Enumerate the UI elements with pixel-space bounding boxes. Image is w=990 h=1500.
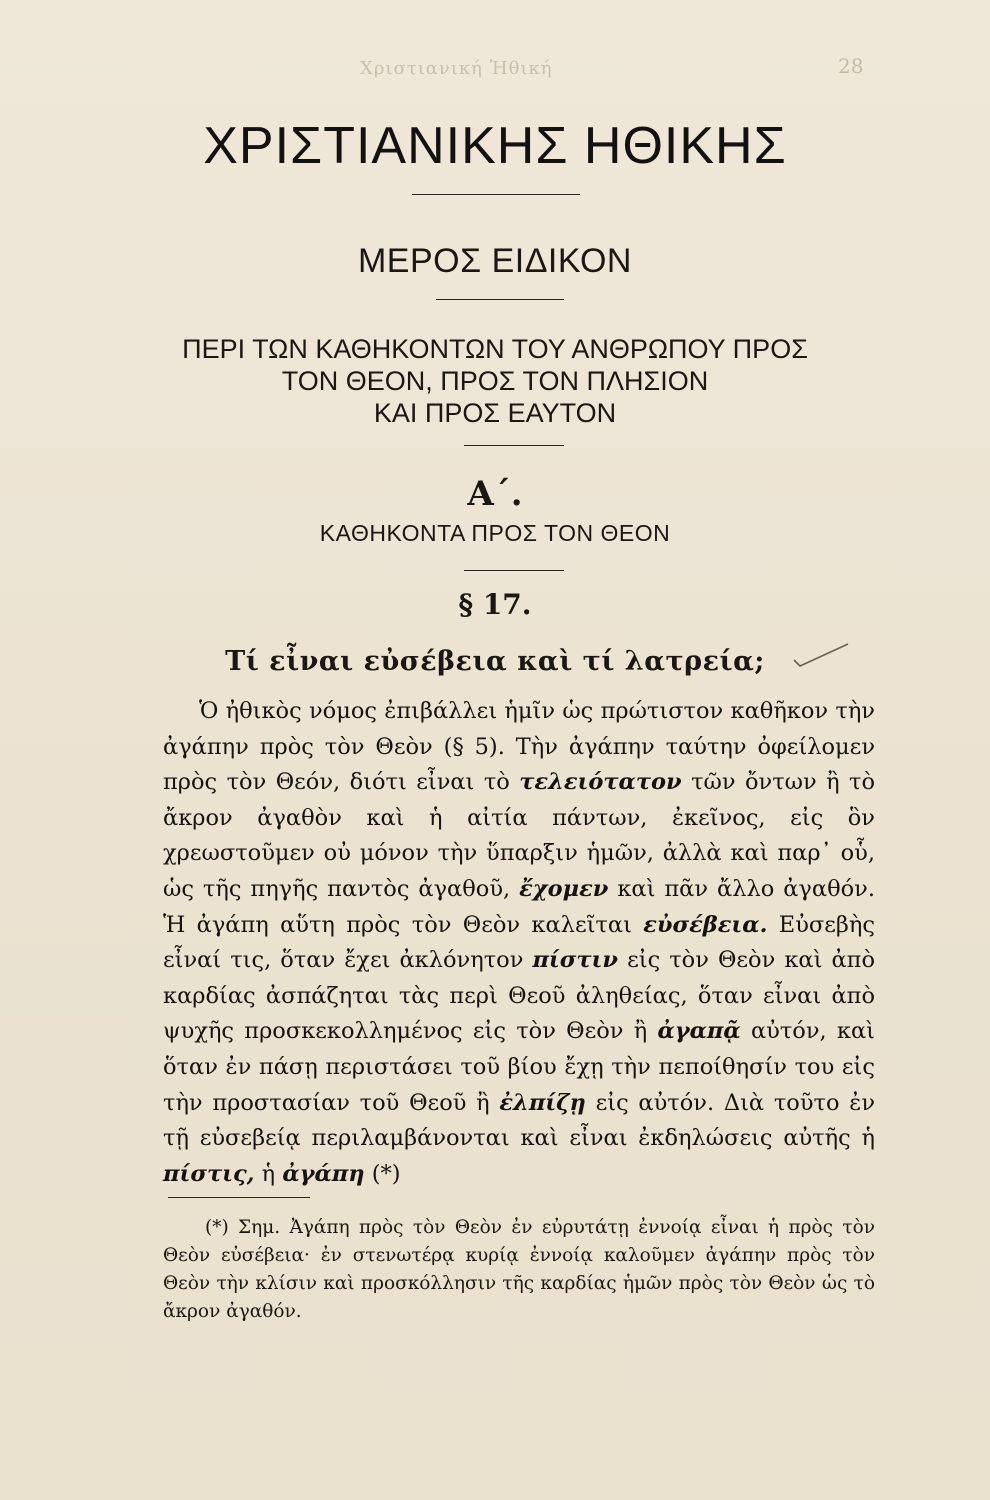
duties-heading-line: ΠΕΡΙ ΤΩΝ ΚΑΘΗΚΟΝΤΩΝ ΤΟΥ ΑΝΘΡΩΠΟΥ ΠΡΟΣ bbox=[182, 334, 808, 364]
body-text: ἡ bbox=[254, 1160, 283, 1187]
emphasis-word: ἐλπίζῃ bbox=[499, 1089, 586, 1116]
body-text: εἰς τὸν Θεὸν καὶ ἀπὸ καρδίας ἀσπάζηται τὰς περὶ Θεοῦ ἀληθείας, ὅταν εἶναι ἀπὸ ψυχῆς προσκεκολλημένος εἰς τὸν Θεὸν ἢ bbox=[163, 947, 875, 1045]
footnote: (*) Σημ. Ἀγάπη πρὸς τὸν Θεὸν ἐν εὐρυτάτῃ ἐννοίᾳ εἶναι ἡ πρὸς τὸν Θεὸν εὐσέβεια· ἐν στενωτέρᾳ κυρίᾳ ἐννοίᾳ καλοῦμεν ἀγάπην πρὸς τὸν Θεὸν τὴν κλίσιν καὶ προσκόλλησιν τῆς καρδίας ἡμῶν πρὸς τὸν Θεὸν ὡς τὸ ἄκρον ἀγαθόν. bbox=[163, 1217, 875, 1322]
divider-rule bbox=[464, 570, 564, 571]
emphasis-word: ἔχομεν bbox=[519, 875, 609, 902]
emphasis-word: ἀγαπᾷ bbox=[657, 1018, 741, 1045]
body-text: (*) bbox=[364, 1160, 401, 1187]
chapter-title: ΚΑΘΗΚΟΝΤΑ ΠΡΟΣ ΤΟΝ ΘΕΟΝ bbox=[319, 520, 671, 546]
emphasis-word: εὐσέβεια. bbox=[643, 911, 768, 938]
paragraph-number: § 17. bbox=[458, 588, 532, 621]
section-question: Τί εἶναι εὐσέβεια καὶ τί λατρεία; bbox=[225, 646, 765, 677]
duties-heading-line: ΤΟΝ ΘΕΟΝ, ΠΡΟΣ ΤΟΝ ΠΛΗΣΙΟΝ bbox=[281, 366, 709, 396]
body-text: τῶν ὄντων ἢ τὸ ἄκρον ἀγαθὸν καὶ ἡ αἰτία πάντων, ἐκεῖνος, εἰς ὃν χρεωστοῦμεν οὐ μόνον τὴν ὕπαρξιν ἡμῶν, ἀλλὰ καὶ παρ᾿ οὗ, ὡς τῆς πηγῆς παντὸς ἀγαθοῦ, bbox=[163, 769, 875, 902]
footnote-rule bbox=[168, 1197, 310, 1198]
body-text: καὶ πᾶν ἄλλο ἀγαθόν. Ἡ ἀγάπη αὕτη πρὸς τὸν Θεὸν καλεῖται bbox=[163, 875, 875, 938]
main-title: ΧΡΙΣΤΙΑΝΙΚΗΣ ΗΘΙΚΗΣ bbox=[203, 117, 787, 175]
duties-heading-line: ΚΑΙ ΠΡΟΣ ΕΑΥΤΟΝ bbox=[373, 398, 617, 428]
bleed-through-running-head: Χριστιανική Ἠθική bbox=[360, 58, 553, 79]
chapter-number: Α΄. bbox=[467, 474, 523, 514]
divider-rule bbox=[436, 299, 564, 300]
duties-heading bbox=[0, 333, 990, 429]
body-text: αὐτόν, καὶ ὅταν ἐν πάσῃ περιστάσει τοῦ βίου ἔχῃ τὴν πεποίθησίν του εἰς τὴν προστασίαν τοῦ Θεοῦ ἢ bbox=[163, 1018, 875, 1116]
body-text: εἰς αὐτόν. Διὰ τοῦτο ἐν τῇ εὐσεβείᾳ περιλαμβάνονται καὶ εἶναι ἐκδηλώσεις αὐτῆς ἡ bbox=[163, 1089, 875, 1152]
body-text: Ὁ ἠθικὸς νόμος ἐπιβάλλει ἡμῖν ὡς πρώτιστον καθῆκον τὴν ἀγάπην πρὸς τὸν Θεὸν (§ 5). Τὴν ἀγάπην ταύτην ὀφείλομεν πρὸς τὸν Θεόν, διότι εἶναι τὸ bbox=[163, 698, 875, 796]
emphasis-word: πίστιν bbox=[532, 947, 619, 974]
emphasis-word: ἀγάπη bbox=[282, 1160, 365, 1187]
emphasis-word: πίστις, bbox=[163, 1160, 255, 1187]
part-title: ΜΕΡΟΣ ΕΙΔΙΚΟΝ bbox=[357, 242, 632, 280]
bleed-through-page-number: 28 bbox=[838, 54, 864, 78]
body-paragraph bbox=[163, 694, 875, 1192]
divider-rule bbox=[412, 194, 580, 195]
emphasis-word: τελειότατον bbox=[519, 769, 682, 796]
divider-rule bbox=[464, 445, 564, 446]
pencil-check-mark-icon bbox=[790, 642, 852, 672]
body-text: Εὐσεβὴς εἶναί τις, ὅταν ἔχει ἀκλόνητον bbox=[163, 911, 875, 974]
